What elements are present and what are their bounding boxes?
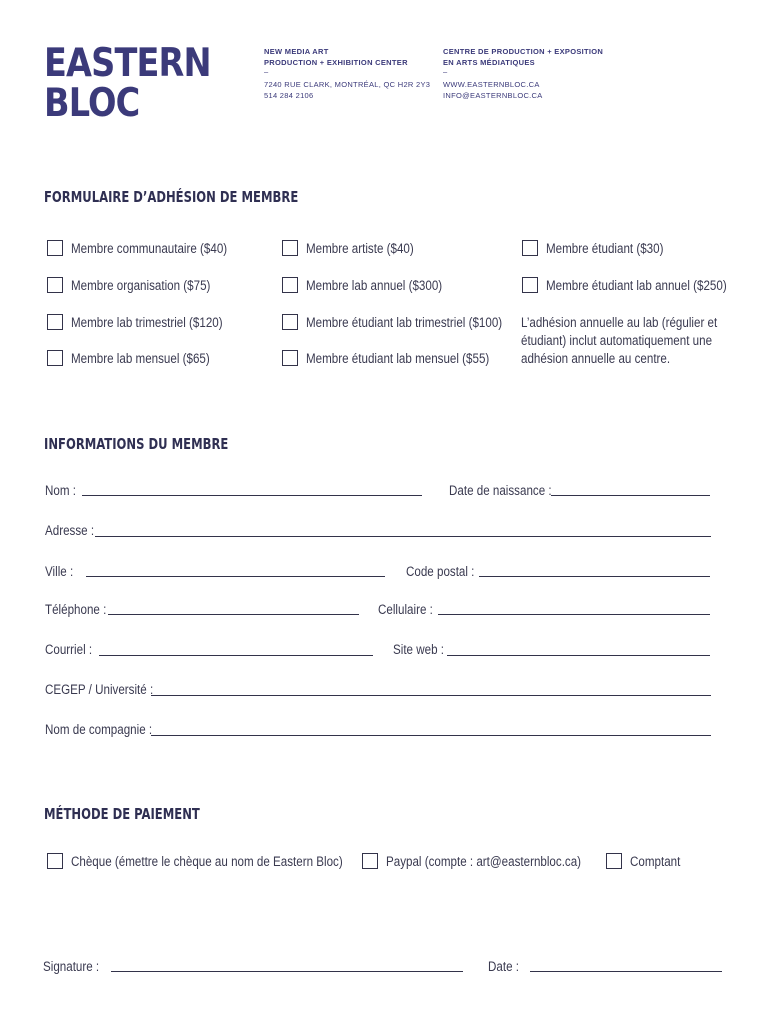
checkbox[interactable] [47,853,63,869]
header-email: INFO@EASTERNBLOC.CA [443,91,543,100]
checkbox[interactable] [282,350,298,366]
payment-comptant-label: Comptant [630,853,681,869]
member-info-section-title: INFORMATIONS DU MEMBRE [44,435,229,453]
option-etudiant-lab-trimestriel[interactable] [282,314,534,330]
site-web-label: Site web : [393,642,444,657]
nom-label: Nom : [45,483,76,498]
cellulaire-label: Cellulaire : [378,602,433,617]
code-postal-label: Code postal : [406,564,475,579]
nom-field[interactable] [82,495,422,496]
adresse-field[interactable] [95,536,711,537]
ville-label: Ville : [45,564,74,579]
date-naissance-label: Date de naissance : [449,483,552,498]
option-artiste[interactable] [282,240,431,256]
option-label: Membre lab mensuel ($65) [71,350,210,366]
checkbox[interactable] [606,853,622,869]
checkbox[interactable] [522,240,538,256]
header-address: 7240 RUE CLARK, MONTRÉAL, QC H2R 2Y3 [264,80,431,89]
date-label: Date : [488,959,519,974]
header-website: WWW.EASTERNBLOC.CA [443,80,540,89]
option-etudiant[interactable] [522,240,683,256]
option-label: Membre lab annuel ($300) [306,277,443,293]
checkbox[interactable] [47,277,63,293]
membership-section-title: FORMULAIRE D’ADHÉSION DE MEMBRE [44,188,299,206]
compagnie-field[interactable] [151,735,711,736]
payment-cheque-label: Chèque (émettre le chèque au nom de Eastern Bloc) [71,853,343,869]
option-lab-mensuel[interactable] [47,350,232,366]
signature-field[interactable] [111,971,463,972]
code-postal-field[interactable] [479,576,710,577]
lab-membership-note: L’adhésion annuelle au lab (régulier et étudiant) inclut automatiquement une adhésion annuelle au centre. [521,315,718,366]
option-label: Membre étudiant ($30) [546,240,664,256]
option-label: Membre organisation ($75) [71,277,211,293]
cegep-field[interactable] [151,695,711,696]
checkbox[interactable] [282,240,298,256]
option-label: Membre étudiant lab annuel ($250) [546,277,727,293]
checkbox[interactable] [47,350,63,366]
checkbox[interactable] [47,240,63,256]
telephone-label: Téléphone : [45,602,107,617]
option-label: Membre étudiant lab mensuel ($55) [306,350,490,366]
header-en-line-2: PRODUCTION + EXHIBITION CENTER [264,58,408,67]
checkbox[interactable] [522,277,538,293]
cellulaire-field[interactable] [438,614,710,615]
option-label: Membre étudiant lab trimestriel ($100) [306,314,503,330]
logo-line-2: BLOC [44,81,140,126]
payment-paypal[interactable] [362,853,613,869]
header-phone: 514 284 2106 [264,91,314,100]
option-etudiant-lab-mensuel[interactable] [282,350,519,366]
header-english-block [264,46,430,101]
header-fr-line-1: CENTRE DE PRODUCTION + EXPOSITION [443,47,604,56]
compagnie-label: Nom de compagnie : [45,722,153,737]
checkbox[interactable] [362,853,378,869]
ville-field[interactable] [86,576,385,577]
option-communautaire[interactable] [47,240,253,256]
option-label: Membre artiste ($40) [306,240,414,256]
payment-paypal-label: Paypal (compte : art@easternbloc.ca) [386,853,582,869]
option-etudiant-lab-annuel[interactable] [522,277,756,293]
payment-comptant[interactable] [606,853,689,869]
logo-line-1: EASTERN [44,41,211,86]
payment-cheque[interactable] [47,853,387,869]
cegep-label: CEGEP / Université : [45,682,154,697]
date-naissance-field[interactable] [551,495,710,496]
courriel-field[interactable] [99,655,373,656]
site-web-field[interactable] [447,655,710,656]
courriel-label: Courriel : [45,642,93,657]
payment-section-title: MÉTHODE DE PAIEMENT [44,805,200,823]
header-french-block [443,46,603,101]
adresse-label: Adresse : [45,523,95,538]
option-lab-annuel[interactable] [282,277,464,293]
header-fr-dash: – [443,67,448,76]
checkbox[interactable] [47,314,63,330]
header-en-line-1: NEW MEDIA ART [264,47,329,56]
date-field[interactable] [530,971,722,972]
option-label: Membre communautaire ($40) [71,240,228,256]
option-lab-trimestriel[interactable] [47,314,247,330]
checkbox[interactable] [282,314,298,330]
eastern-bloc-logo [44,41,211,126]
header-en-dash: – [264,67,269,76]
option-organisation[interactable] [47,277,233,293]
header-fr-line-2: EN ARTS MÉDIATIQUES [443,58,535,67]
option-label: Membre lab trimestriel ($120) [71,314,223,330]
telephone-field[interactable] [108,614,359,615]
checkbox[interactable] [282,277,298,293]
signature-label: Signature : [43,959,100,974]
